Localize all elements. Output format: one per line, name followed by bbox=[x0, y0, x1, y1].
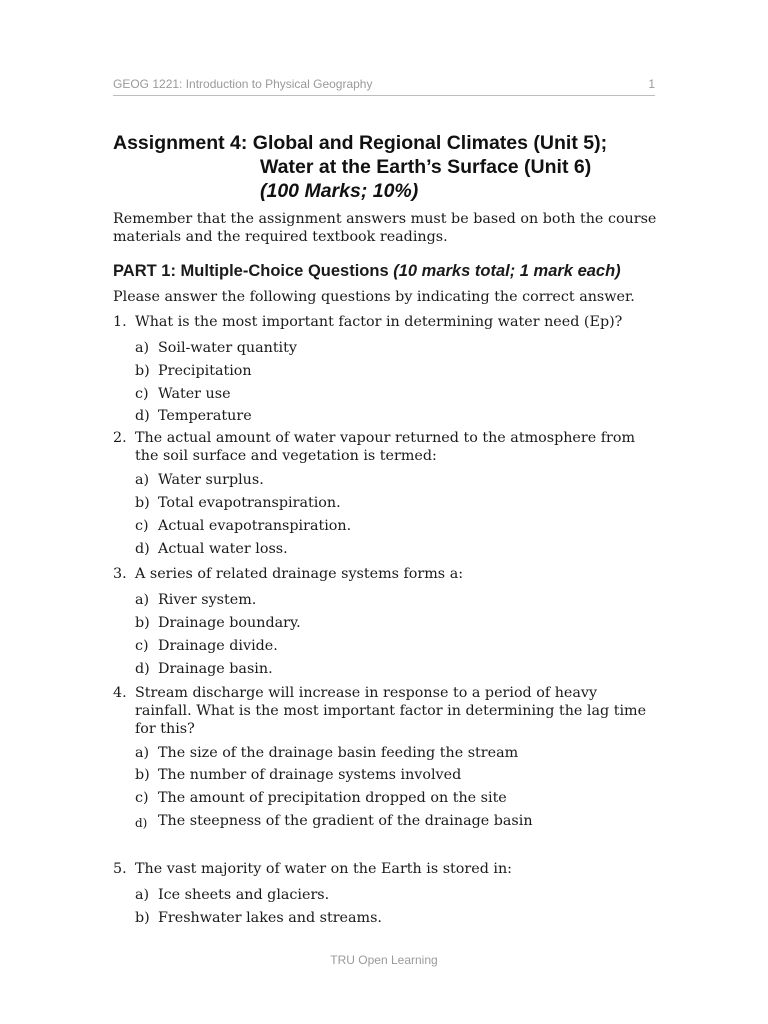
option-d bbox=[135, 540, 658, 563]
question-list bbox=[113, 313, 658, 931]
option-letter: d) bbox=[135, 540, 150, 557]
option-text: Ice sheets and glaciers. bbox=[158, 886, 330, 903]
title-line-3: (100 Marks; 10%) bbox=[260, 180, 419, 202]
intro-paragraph: Remember that the assignment answers must be based on both the course materials and the required textbook readings. bbox=[113, 211, 657, 245]
option-text: Temperature bbox=[158, 408, 252, 425]
option-text: The number of drainage systems involved bbox=[158, 767, 462, 784]
option-c bbox=[135, 385, 658, 408]
assignment-title bbox=[113, 131, 673, 203]
option-text: Actual evapotranspiration. bbox=[158, 517, 352, 534]
question-number: 1. bbox=[113, 314, 127, 330]
question-5 bbox=[113, 860, 658, 932]
option-list bbox=[135, 591, 658, 682]
option-letter: a) bbox=[135, 592, 150, 609]
option-b bbox=[135, 494, 658, 517]
title-line-2: Water at the Earth’s Surface (Unit 6) bbox=[260, 156, 592, 178]
option-letter: b) bbox=[135, 909, 150, 926]
option-letter: b) bbox=[135, 362, 150, 379]
question-text: Stream discharge will increase in response to a period of heavy rainfall. What is the most important factor in determining the lag time for this? bbox=[135, 684, 647, 737]
option-text: Drainage boundary. bbox=[158, 615, 301, 632]
option-text: Soil-water quantity bbox=[158, 340, 297, 356]
option-list bbox=[135, 339, 658, 430]
option-a bbox=[135, 339, 658, 362]
option-letter: d) bbox=[135, 408, 150, 425]
part1-heading bbox=[113, 262, 673, 281]
question-text: The vast majority of water on the Earth is stored in: bbox=[135, 860, 513, 877]
option-list bbox=[135, 471, 658, 562]
option-text: Water use bbox=[158, 385, 231, 402]
option-letter: c) bbox=[135, 790, 149, 807]
option-b bbox=[135, 766, 658, 789]
option-text: The steepness of the gradient of the drainage basin bbox=[158, 812, 533, 829]
option-text: Drainage divide. bbox=[158, 637, 278, 654]
option-text: Freshwater lakes and streams. bbox=[158, 909, 382, 926]
option-letter: a) bbox=[135, 472, 150, 489]
option-letter: a) bbox=[135, 886, 150, 903]
option-letter: a) bbox=[135, 340, 150, 356]
question-text: The actual amount of water vapour returned to the atmosphere from the soil surface and vegetation is termed: bbox=[135, 430, 636, 465]
option-letter: c) bbox=[135, 637, 149, 654]
option-letter: c) bbox=[135, 517, 149, 534]
question-text: What is the most important factor in determining water need (Ep)? bbox=[135, 314, 623, 330]
option-c bbox=[135, 789, 658, 812]
option-text: The amount of precipitation dropped on the site bbox=[158, 790, 507, 807]
option-letter: b) bbox=[135, 767, 150, 784]
page-header bbox=[113, 77, 655, 96]
question-number: 4. bbox=[113, 684, 127, 701]
option-letter: a) bbox=[135, 744, 150, 761]
option-text: Precipitation bbox=[158, 362, 252, 379]
question-1 bbox=[113, 313, 658, 430]
option-letter: c) bbox=[135, 385, 149, 402]
part1-marks: (10 marks total; 1 mark each) bbox=[393, 262, 621, 280]
page-number: 1 bbox=[648, 77, 655, 91]
option-c bbox=[135, 637, 658, 660]
title-line-1: Assignment 4: Global and Regional Climates (Unit 5); bbox=[113, 132, 608, 154]
option-a bbox=[135, 471, 658, 494]
option-letter: b) bbox=[135, 615, 150, 632]
option-d bbox=[135, 660, 658, 683]
option-text: Drainage basin. bbox=[158, 660, 273, 677]
question-2 bbox=[113, 429, 658, 562]
option-b bbox=[135, 362, 658, 385]
option-letter: d) bbox=[135, 815, 148, 830]
question-number: 5. bbox=[113, 860, 127, 877]
option-letter: b) bbox=[135, 494, 150, 511]
course-title: GEOG 1221: Introduction to Physical Geography bbox=[113, 77, 373, 91]
page-footer: TRU Open Learning bbox=[330, 953, 438, 967]
instruction-text: Please answer the following questions by indicating the correct answer. bbox=[113, 289, 635, 305]
question-text: A series of related drainage systems forms a: bbox=[135, 566, 464, 583]
option-a bbox=[135, 744, 658, 767]
option-text: Actual water loss. bbox=[158, 540, 288, 557]
option-letter: d) bbox=[135, 660, 150, 677]
option-a bbox=[135, 591, 658, 614]
question-number: 2. bbox=[113, 430, 127, 447]
option-text: Water surplus. bbox=[158, 472, 264, 489]
option-c bbox=[135, 517, 658, 540]
option-d bbox=[135, 812, 658, 835]
option-text: River system. bbox=[158, 592, 257, 609]
option-b bbox=[135, 614, 658, 637]
option-a bbox=[135, 886, 658, 909]
question-3 bbox=[113, 565, 658, 682]
option-b bbox=[135, 909, 658, 932]
question-number: 3. bbox=[113, 566, 127, 583]
option-list bbox=[135, 886, 658, 932]
option-list bbox=[135, 744, 658, 835]
part1-title: PART 1: Multiple-Choice Questions bbox=[113, 262, 389, 280]
option-text: The size of the drainage basin feeding the stream bbox=[158, 744, 519, 761]
question-4 bbox=[113, 684, 658, 835]
option-text: Total evapotranspiration. bbox=[158, 494, 341, 511]
option-d bbox=[135, 407, 658, 430]
